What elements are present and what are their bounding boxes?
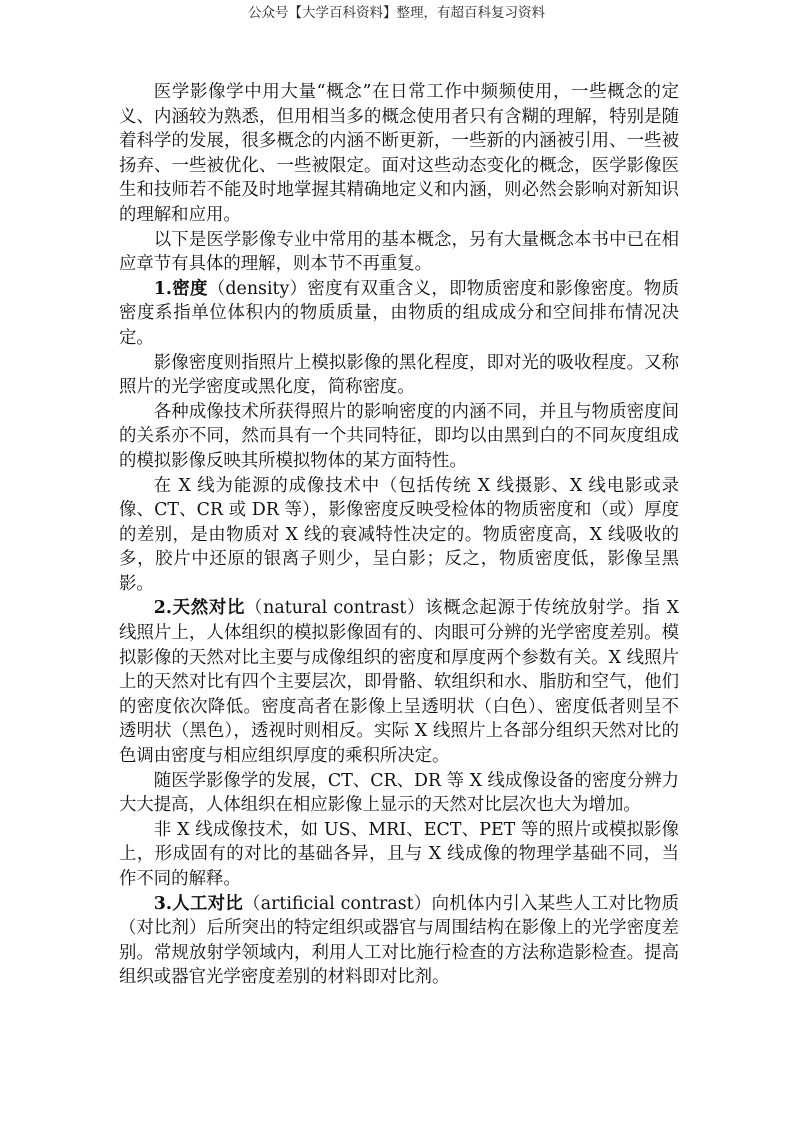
paragraph-text: 医学影像学中用大量“概念”在日常工作中频频使用，一些概念的定义、内涵较为熟悉，但用相当多的概念使用者只有含糊的理解，特别是随着科学的发展，很多概念的内涵不断更新，一些新的内涵被引用、一些被扬弃、一些被优化、一些被限定。面对这些动态变化的概念，医学影像医生和技师若不能及时地掌握其精确地定义和内涵，则必然会影响对新知识的理解和应用。 [119, 82, 679, 225]
paragraph-xray-density [119, 474, 679, 597]
paragraph-text: （natural contrast）该概念起源于传统放射学。指 X 线照片上，人体组织的模拟影像固有的、肉眼可分辨的光学密度差别。模拟影像的天然对比主要与成像组织的密度和厚度两个参数有关。X 线照片上的天然对比有四个主要层次，即骨骼、软组织和水、脂肪和空气，他们的密度依次降低。密度高者在影像上呈透明状（白色）、密度低者则呈不透明状（黑色），透视时则相反。实际 X 线照片上各部分组织天然对比的色调由密度与相应组织厚度的乘积所决定。 [119, 598, 680, 767]
paragraph-non-xray [119, 818, 679, 892]
paragraph-text: 以下是医学影像专业中常用的基本概念，另有大量概念本书中已在相应章节有具体的理解，则本节不再重复。 [119, 229, 679, 275]
paragraph-text: 非 X 线成像技术，如 US、MRI、ECT、PET 等的照片或模拟影像上，形成固有的对比的基础各异，且与 X 线成像的物理学基础不同，当作不同的解释。 [119, 819, 679, 889]
paragraph-text: 影像密度则指照片上模拟影像的黑化程度，即对光的吸收程度。又称照片的光学密度或黑化度，简称密度。 [119, 352, 679, 398]
paragraph-image-density [119, 351, 679, 400]
page-header: 公众号【大学百科资料】整理，有超百科复习资料 [248, 5, 545, 21]
paragraph-text: （artificial contrast）向机体内引入某些人工对比物质（对比剂）后所突出的特定组织或器官与周围结构在影像上的光学密度差别。常规放射学领域内，利用人工对比施行检查的方法称造影检查。提高组织或器官光学密度差别的材料即对比剂。 [119, 893, 679, 988]
paragraph-artificial-contrast [119, 892, 679, 990]
term-heading: 1.密度 [153, 278, 208, 299]
term-heading: 2.天然对比 [153, 598, 246, 619]
paragraph-text: 在 X 线为能源的成像技术中（包括传统 X 线摄影、X 线电影或录像、CT、CR 或 DR 等），影像密度反映受检体的物质密度和（或）厚度的差别，是由物质对 X 线的衰减特性决定的。物质密度高，X 线吸收的多，胶片中还原的银离子则少，呈白影；反之，物质密度低，影像呈黑影。 [119, 475, 679, 594]
paragraph-text: 各种成像技术所获得照片的影响密度的内涵不同，并且与物质密度间的关系亦不同，然而具有一个共同特征，即均以由黑到白的不同灰度组成的模拟影像反映其所模拟物体的某方面特性。 [119, 401, 679, 471]
document-body [119, 80, 679, 990]
paragraph-resolution [119, 769, 679, 818]
paragraph-text: 随医学影像学的发展，CT、CR、DR 等 X 线成像设备的密度分辨力大大提高，人体组织在相应影像上显示的天然对比层次也大为增加。 [119, 770, 679, 816]
term-heading: 3.人工对比 [153, 893, 244, 914]
paragraph-text: （density）密度有双重含义，即物质密度和影像密度。物质密度系指单位体积内的物质质量，由物质的组成成分和空间排布情况决定。 [119, 278, 679, 348]
paragraph-natural-contrast [119, 596, 679, 768]
paragraph-density-meaning [119, 400, 679, 474]
paragraph-overview [119, 228, 679, 277]
paragraph-density [119, 277, 679, 351]
paragraph-intro [119, 80, 679, 228]
